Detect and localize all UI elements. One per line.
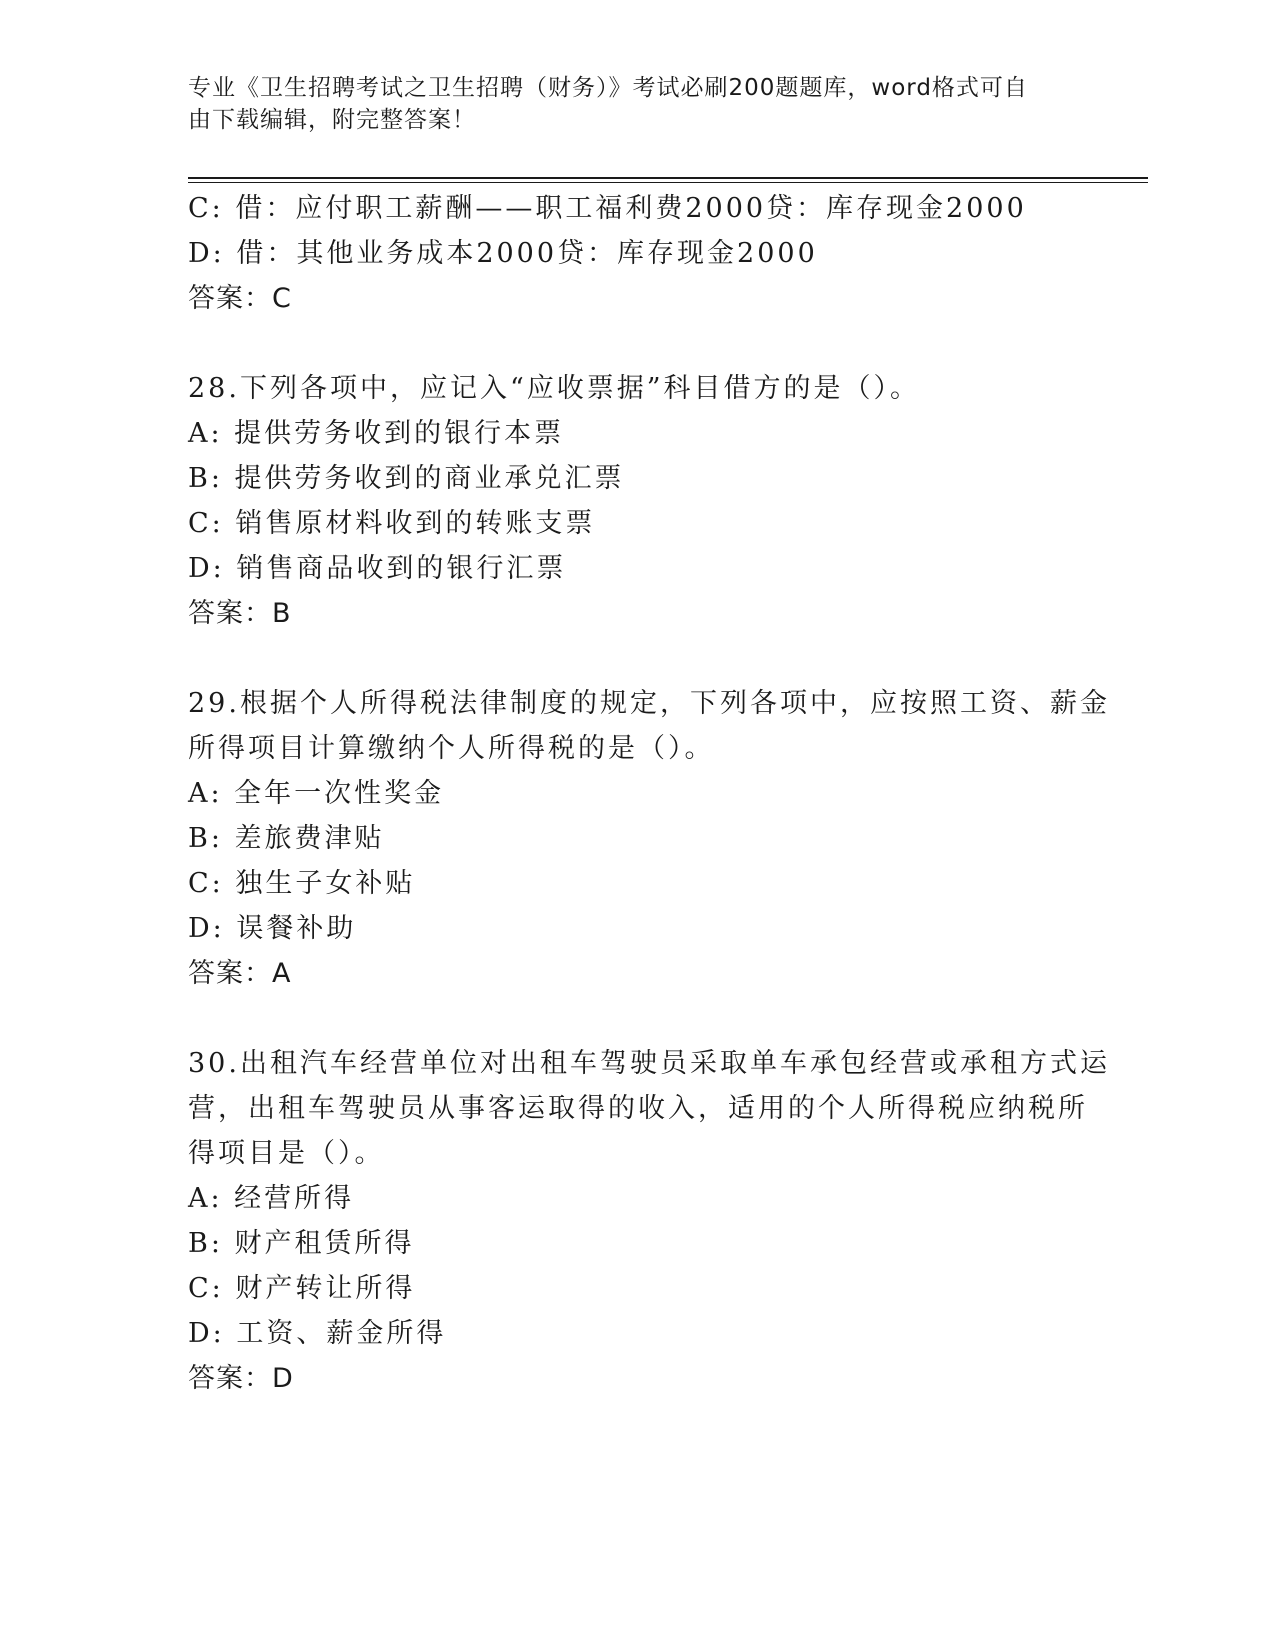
q30-stem-line-2: 营，出租车驾驶员从事客运取得的收入，适用的个人所得税应纳税所 xyxy=(188,1093,1088,1124)
q29-stem-line-2: 所得项目计算缴纳个人所得税的是（）。 xyxy=(188,733,715,764)
header-divider-thick xyxy=(188,177,1148,179)
prev-option-d: D: 借：其他业务成本2000贷：库存现金2000 xyxy=(188,238,818,269)
q29-answer: 答案：A xyxy=(188,958,292,989)
q28-stem: 28.下列各项中，应记入“应收票据”科目借方的是（）。 xyxy=(188,373,921,404)
header-divider-thin xyxy=(188,182,1148,183)
q30-option-c: C: 财产转让所得 xyxy=(188,1273,416,1304)
q28-option-a: A: 提供劳务收到的银行本票 xyxy=(188,418,565,449)
q29-option-b: B: 差旅费津贴 xyxy=(188,823,385,854)
q30-option-d: D: 工资、薪金所得 xyxy=(188,1318,447,1349)
q29-option-c: C: 独生子女补贴 xyxy=(188,868,416,899)
q30-stem-line-3: 得项目是（）。 xyxy=(188,1138,385,1169)
header-line-2: 由下载编辑，附完整答案！ xyxy=(188,107,476,133)
q28-answer: 答案：B xyxy=(188,598,292,629)
prev-answer: 答案：C xyxy=(188,283,292,314)
q30-answer: 答案：D xyxy=(188,1363,294,1394)
q30-option-b: B: 财产租赁所得 xyxy=(188,1228,415,1259)
prev-option-c: C: 借：应付职工薪酬——职工福利费2000贷：库存现金2000 xyxy=(188,193,1027,224)
q28-option-d: D: 销售商品收到的银行汇票 xyxy=(188,553,567,584)
document-header xyxy=(188,72,1078,136)
q28-option-c: C: 销售原材料收到的转账支票 xyxy=(188,508,596,539)
q29-option-a: A: 全年一次性奖金 xyxy=(188,778,445,809)
header-line-1: 专业《卫生招聘考试之卫生招聘（财务）》考试必刷200题题库，word格式可自 xyxy=(188,75,1028,101)
q28-option-b: B: 提供劳务收到的商业承兑汇票 xyxy=(188,463,625,494)
q29-stem-line-1: 29.根据个人所得税法律制度的规定，下列各项中，应按照工资、薪金 xyxy=(188,688,1110,719)
q29-option-d: D: 误餐补助 xyxy=(188,913,357,944)
q30-stem-line-1: 30.出租汽车经营单位对出租车驾驶员采取单车承包经营或承租方式运 xyxy=(188,1048,1110,1079)
q30-option-a: A: 经营所得 xyxy=(188,1183,355,1214)
